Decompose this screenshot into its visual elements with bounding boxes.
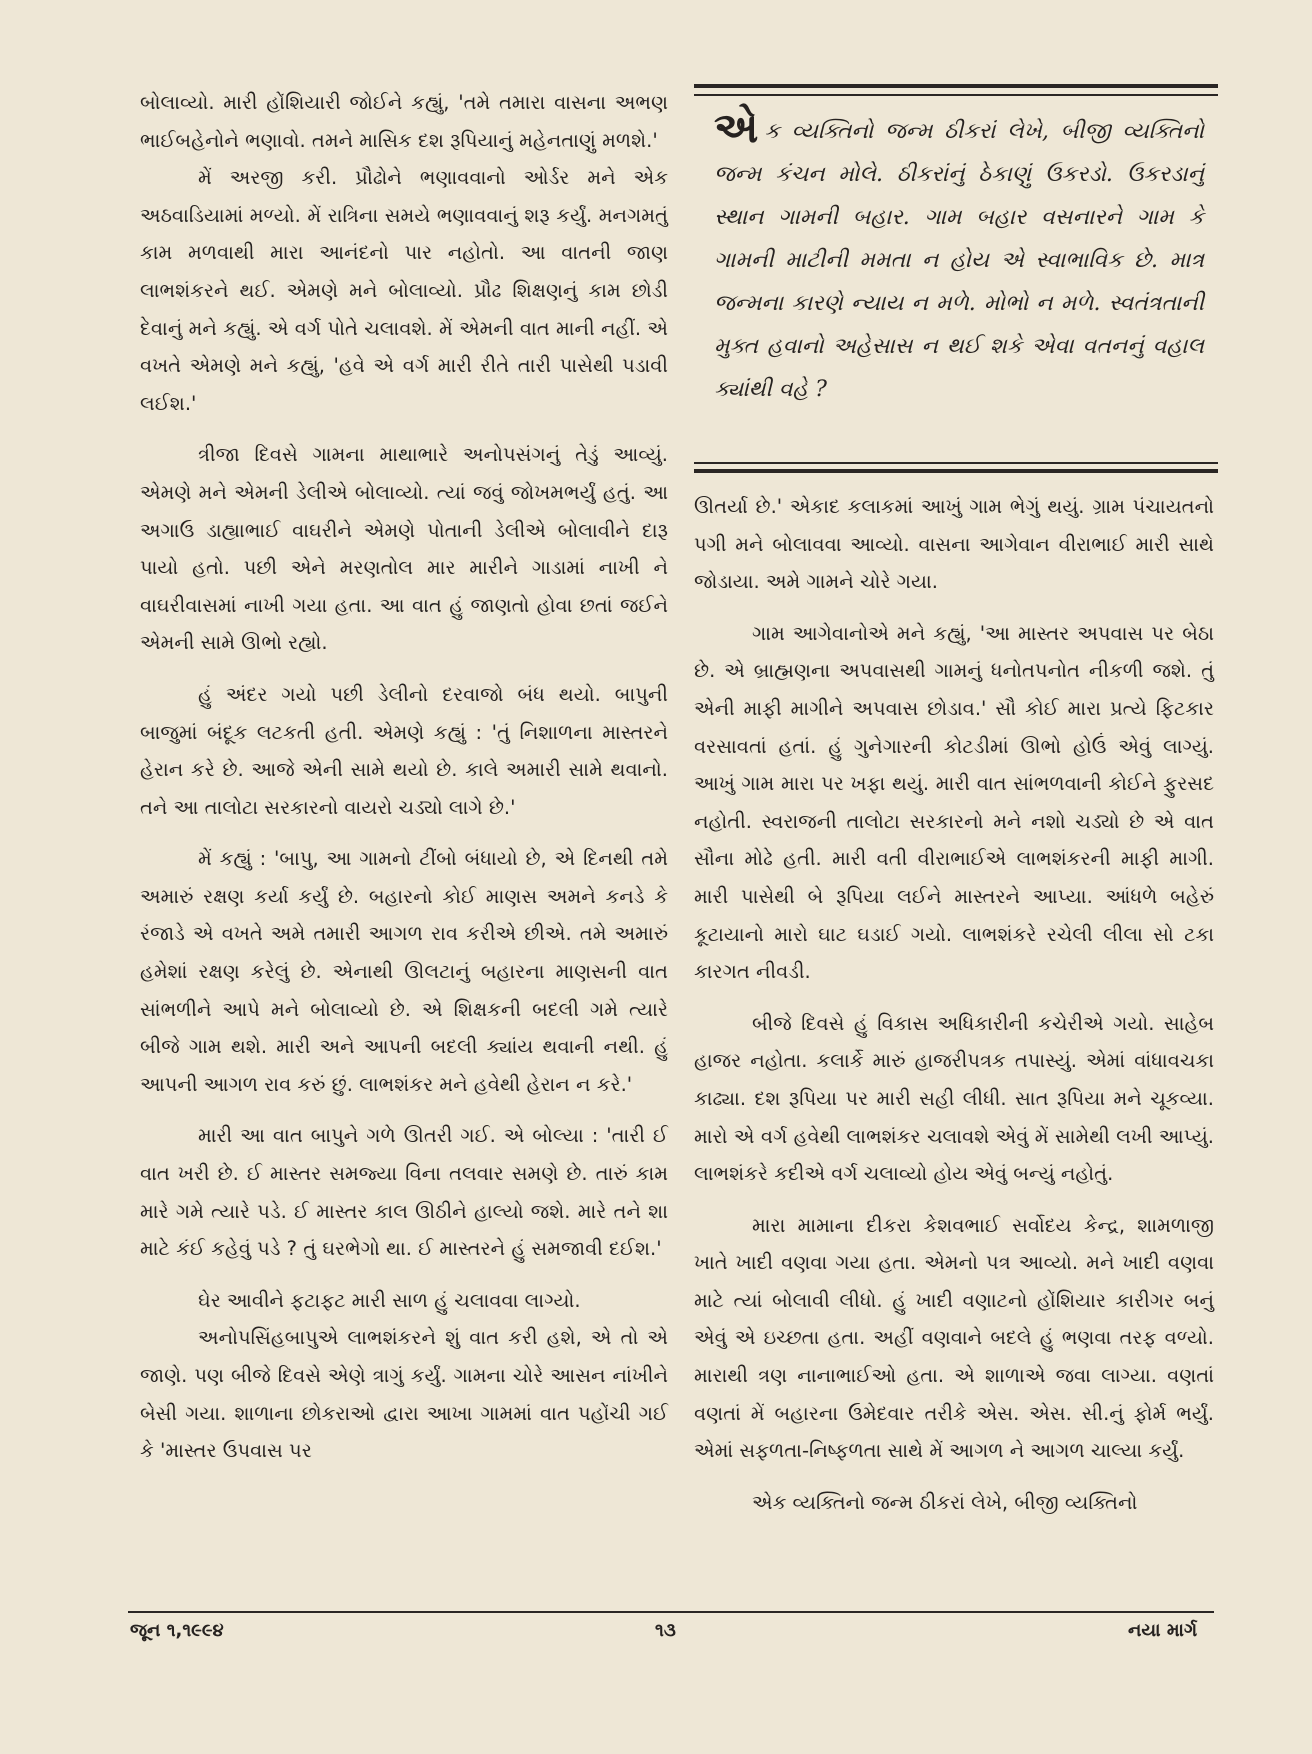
pull-quote-top-rule (694, 84, 1218, 88)
paragraph: ત્રીજા દિવસે ગામના માથાભારે અનોપસંગનું તેડું આવ્યું. એમણે મને એમની ડેલીએ બોલાવ્યો. ત્યાં જવું જોખમભર્યું હતું. આ અગાઉ ડાહ્યાભાઈ વાઘરીને એમણે પોતાની ડેલીએ બોલાવીને દારૂ પાયો હતો. પછી એને મરણતોલ માર મારીને ગાડામાં નાખી ને વાઘરીવાસમાં નાખી ગયા હતા. આ વાત હું જાણતો હોવા છતાં જઈને એમની સામે ઊભો રહ્યો. (140, 443, 668, 655)
left-column (140, 84, 668, 1470)
pull-quote-bottom-rule (694, 469, 1218, 473)
pull-quote-bottom-rule-thin (694, 462, 1218, 464)
paragraph: મારી આ વાત બાપુને ગળે ઊતરી ગઈ. એ બોલ્યા : 'તારી ઈ વાત ખરી છે. ઈ માસ્તર સમજ્યા વિના તલવાર સમણે છે. તારું કામ મારે ગમે ત્યારે પડે. ઈ માસ્તર કાલ ઊઠીને હાલ્યો જશે. મારે તને શા માટે કંઈ કહેવું પડે ? તું ઘરભેગો થા. ઈ માસ્તરને હું સમજાવી દઈશ.' (140, 1124, 668, 1261)
right-column (694, 488, 1214, 1521)
pull-quote-top-rule-thin (694, 94, 1218, 96)
paragraph: ઊતર્યા છે.' એકાદ કલાકમાં આખું ગામ ભેગું થયું. ગ્રામ પંચાયતનો પગી મને બોલાવવા આવ્યો. વાસના આગેવાન વીરાભાઈ મારી સાથે જોડાયા. અમે ગામને ચોરે ગયા. (694, 495, 1214, 594)
paragraph: હું અંદર ગયો પછી ડેલીનો દરવાજો બંધ થયો. બાપુની બાજુમાં બંદૂક લટકતી હતી. એમણે કહ્યું : 'તું નિશાળના માસ્તરને હેરાન કરે છે. આજે એની સામે થયો છે. કાલે અમારી સામે થવાનો. તને આ તાલોટા સરકારનો વાયરો ચડ્યો લાગે છે.' (140, 682, 668, 819)
page-number: ૧૩ (655, 1620, 676, 1641)
footer-rule (128, 1611, 1214, 1613)
paragraph: બીજે દિવસે હું વિકાસ અધિકારીની કચેરીએ ગયો. સાહેબ હાજર નહોતા. કલાર્કે મારું હાજરીપત્રક તપાસ્યું. એમાં વાંધાવચકા કાઢ્યા. દશ રૂપિયા પર મારી સહી લીધી. સાત રૂપિયા મને ચૂકવ્યા. મારો એ વર્ગ હવેથી લાભશંકર ચલાવશે એવું મેં સામેથી લખી આપ્યું. લાભશંકરે કદીએ વર્ગ ચલાવ્યો હોય એવું બન્યું નહોતું. (694, 1011, 1214, 1186)
paragraph: એક વ્યક્તિનો જન્મ ઠીકરાં લેખે, બીજી વ્યક્તિનો (752, 1490, 1138, 1514)
magazine-name: નયા માર્ગ (1128, 1620, 1198, 1641)
paragraph: ગામ આગેવાનોએ મને કહ્યું, 'આ માસ્તર અપવાસ પર બેઠા છે. એ બ્રાહ્મણના અપવાસથી ગામનું ધનોતપનોત નીકળી જશે. તું એની માફી માગીને અપવાસ છોડાવ.' સૌ કોઈ મારા પ્રત્યે ફિટકાર વરસાવતાં હતાં. હું ગુનેગારની કોટડીમાં ઊભો હોઉં એવું લાગ્યું. આખું ગામ મારા પર ખફા થયું. મારી વાત સાંભળવાની કોઈને ફુરસદ નહોતી. સ્વરાજની તાલોટા સરકારનો મને નશો ચડ્યો છે એ વાત સૌના મોઢે હતી. મારી વતી વીરાભાઈએ લાભશંકરની માફી માગી. મારી પાસેથી બે રૂપિયા લઈને માસ્તરને આપ્યા. આંધળે બહેરું કૂટાયાનો મારો ઘાટ ઘડાઈ ગયો. લાભશંકરે રચેલી લીલા સો ટકા કારગત નીવડી. (694, 621, 1214, 984)
paragraph: અનોપસિંહબાપુએ લાભશંકરને શું વાત કરી હશે, એ તો એ જાણે. પણ બીજે દિવસે એણે ત્રાગું કર્યું. ગામના ચોરે આસન નાંખીને બેસી ગયા. શાળાના છોકરાઓ દ્વારા આખા ગામમાં વાત પહોંચી ગઈ કે 'માસ્તર ઉપવાસ પર (140, 1326, 668, 1463)
pull-quote-dropcap: એ (714, 103, 759, 152)
paragraph: મારા મામાના દીકરા કેશવભાઈ સર્વોદય કેન્દ્ર, શામળાજી ખાતે ખાદી વણવા ગયા હતા. એમનો પત્ર આવ્યો. મને ખાદી વણવા માટે ત્યાં બોલાવી લીધો. હું ખાદી વણાટનો હોંશિયાર કારીગર બનું એવું એ ઇચ્છતા હતા. અહીં વણવાને બદલે હું ભણવા તરફ વળ્યો. મારાથી ત્રણ નાનાભાઈઓ હતા. એ શાળાએ જવા લાગ્યા. વણતાં વણતાં મેં બહારના ઉમેદવાર તરીકે એસ. એસ. સી.નું ફોર્મ ભર્યું. એમાં સફળતા-નિષ્ફળતા સાથે મેં આગળ ને આગળ ચાલ્યા કર્યું. (694, 1213, 1214, 1463)
pull-quote (694, 84, 1218, 476)
footer-date: જૂન ૧,૧૯૯૪ (130, 1620, 224, 1641)
paragraph: મેં અરજી કરી. પ્રૌઢોને ભણાવવાનો ઓર્ડર મને એક અઠવાડિયામાં મળ્યો. મેં રાત્રિના સમયે ભણાવવાનું શરૂ કર્યું. મનગમતું કામ મળવાથી મારા આનંદનો પાર નહોતો. આ વાતની જાણ લાભશંકરને થઈ. એમણે મને બોલાવ્યો. પ્રૌઢ શિક્ષણનું કામ છોડી દેવાનું મને કહ્યું. એ વર્ગ પોતે ચલાવશે. મેં એમની વાત માની નહીં. એ વખતે એમણે મને કહ્યું, 'હવે એ વર્ગ મારી રીતે તારી પાસેથી પડાવી લઈશ.' (140, 166, 668, 415)
paragraph: મેં કહ્યું : 'બાપુ, આ ગામનો ટીંબો બંધાયો છે, એ દિનથી તમે અમારું રક્ષણ કર્યા કર્યું છે. બહારનો કોઈ માણસ અમને કનડે કે રંજાડે એ વખતે અમે તમારી આગળ રાવ કરીએ છીએ. તમે અમારું હમેશાં રક્ષણ કરેલું છે. એનાથી ઊલટાનું બહારના માણસની વાત સાંભળીને આપે મને બોલાવ્યો છે. એ શિક્ષકની બદલી ગમે ત્યારે બીજે ગામ થશે. મારી અને આપની બદલી ક્યાંય થવાની નથી. હું આપની આગળ રાવ કરું છું. લાભશંકર મને હવેથી હેરાન ન કરે.' (140, 847, 668, 1096)
paragraph: બોલાવ્યો. મારી હોંશિયારી જોઈને કહ્યું, 'તમે તમારા વાસના અભણ ભાઈબહેનોને ભણાવો. તમને માસિક દશ રૂપિયાનું મહેનતાણું મળશે.' (140, 91, 668, 152)
paragraph: ઘેર આવીને ફટાફટ મારી સાળ હું ચલાવવા લાગ્યો. (198, 1288, 581, 1312)
pull-quote-body: ક વ્યક્તિનો જન્મ ઠીકરાં લેખે, બીજી વ્યક્તિનો જન્મ કંચન મોલે. ઠીકરાંનું ઠેકાણું ઉકરડો. ઉકરડાનું સ્થાન ગામની બહાર. ગામ બહાર વસનારને ગામ કે ગામની માટીની મમતા ન હોય એ સ્વાભાવિક છે. માત્ર જન્મના કારણે ન્યાય ન મળે. મોભો ન મળે. સ્વતંત્રતાની મુક્ત હવાનો અહેસાસ ન થઈ શકે એવા વતનનું વહાલ ક્યાંથી વહે ? (714, 119, 1204, 402)
pull-quote-text (714, 103, 1204, 411)
